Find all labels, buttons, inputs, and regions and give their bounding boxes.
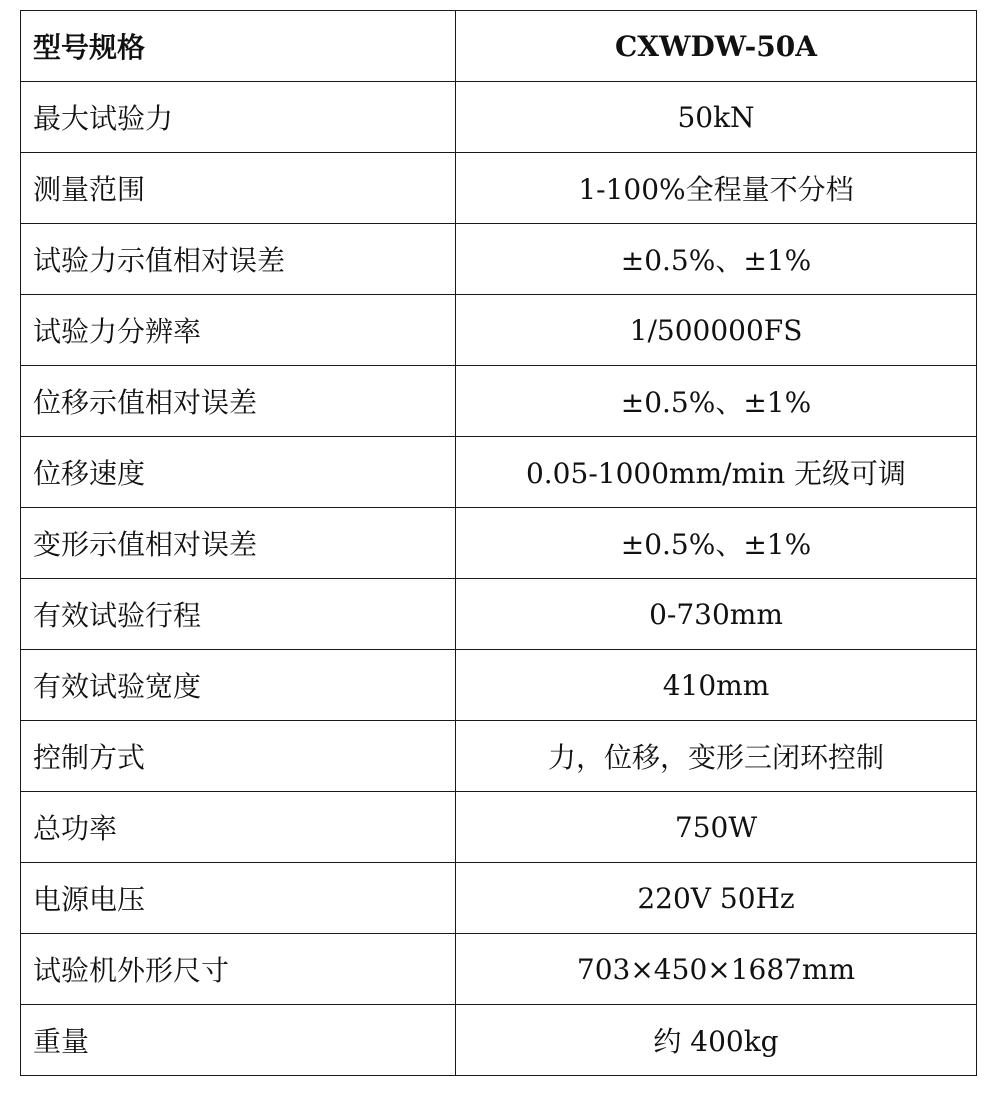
row-value: 410mm (456, 650, 977, 721)
header-row (21, 11, 977, 82)
row-label: 有效试验行程 (21, 579, 456, 650)
row-value: 750W (456, 792, 977, 863)
row-label: 总功率 (21, 792, 456, 863)
row-label: 有效试验宽度 (21, 650, 456, 721)
table-row-test-stroke (21, 579, 977, 650)
row-value: ±0.5%、±1% (456, 224, 977, 295)
spec-table (20, 10, 977, 1076)
table-row-force-resolution (21, 295, 977, 366)
row-label: 重量 (21, 1005, 456, 1076)
row-value: 1/500000FS (456, 295, 977, 366)
table-row-test-width (21, 650, 977, 721)
row-label: 电源电压 (21, 863, 456, 934)
row-label: 试验力分辨率 (21, 295, 456, 366)
row-value: 220V 50Hz (456, 863, 977, 934)
table-row-deformation-error (21, 508, 977, 579)
row-value: 约 400kg (456, 1005, 977, 1076)
spec-table-body (21, 11, 977, 1076)
row-label: 最大试验力 (21, 82, 456, 153)
row-value: 力，位移，变形三闭环控制 (456, 721, 977, 792)
table-row-supply-voltage (21, 863, 977, 934)
row-value: 50kN (456, 82, 977, 153)
row-label: 测量范围 (21, 153, 456, 224)
row-label: 位移示值相对误差 (21, 366, 456, 437)
table-row-total-power (21, 792, 977, 863)
table-row-displacement-speed (21, 437, 977, 508)
header-value: CXWDW-50A (456, 11, 977, 82)
table-row-control-mode (21, 721, 977, 792)
header-label: 型号规格 (21, 11, 456, 82)
row-label: 控制方式 (21, 721, 456, 792)
row-label: 位移速度 (21, 437, 456, 508)
table-row-force-error (21, 224, 977, 295)
table-row-dimensions (21, 934, 977, 1005)
row-value: 703×450×1687mm (456, 934, 977, 1005)
table-row-weight (21, 1005, 977, 1076)
table-row-displacement-error (21, 366, 977, 437)
row-label: 试验力示值相对误差 (21, 224, 456, 295)
table-row-measuring-range (21, 153, 977, 224)
row-value: ±0.5%、±1% (456, 366, 977, 437)
row-value: ±0.5%、±1% (456, 508, 977, 579)
row-value: 0-730mm (456, 579, 977, 650)
row-value: 0.05-1000mm/min 无级可调 (456, 437, 977, 508)
table-row-max-force (21, 82, 977, 153)
row-label: 试验机外形尺寸 (21, 934, 456, 1005)
row-label: 变形示值相对误差 (21, 508, 456, 579)
row-value: 1-100%全程量不分档 (456, 153, 977, 224)
